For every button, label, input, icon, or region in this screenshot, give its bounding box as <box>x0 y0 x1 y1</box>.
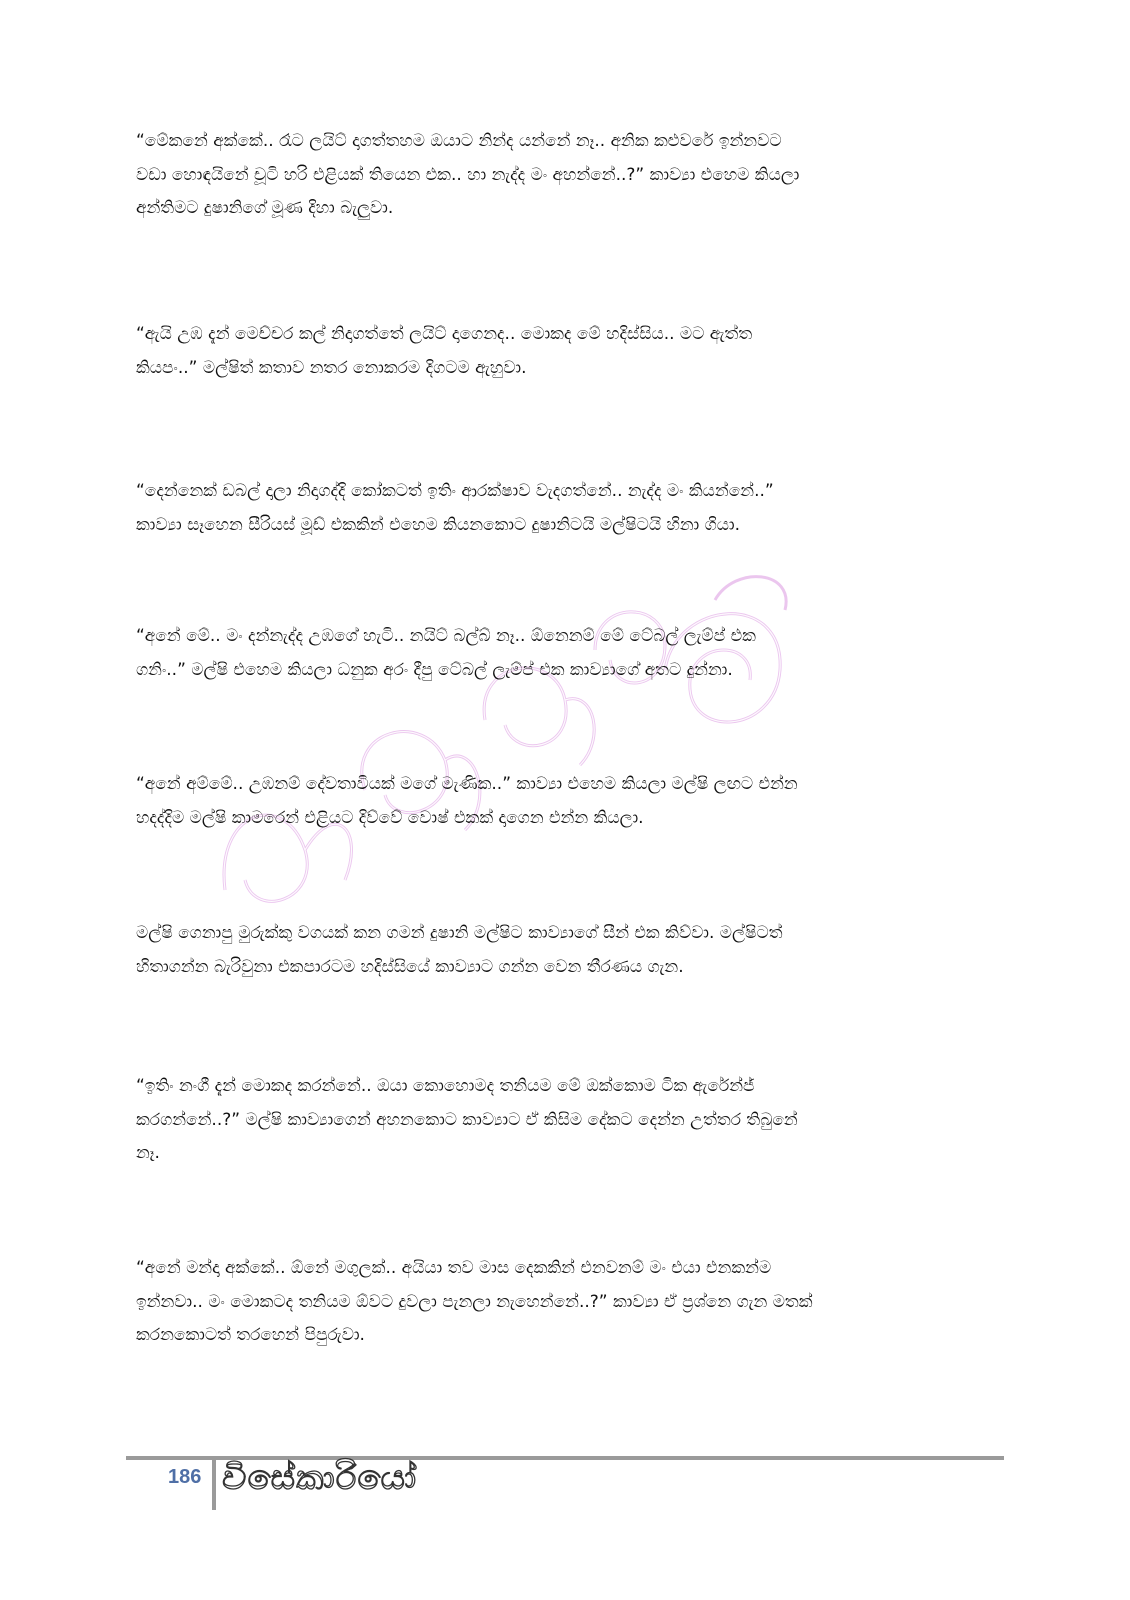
paragraph: “අනේ මන්දා අක්කේ.. ඕනේ මගුලක්.. අයියා තව මාස දෙකකින් එනවනම් මං එයා එනකන්ම ඉන්නවා.. මං මොකටද තනියම ඕවට දුවලා පැනලා නැහෙන්නේ..?” කාව්‍යා ඒ ප්‍රශ්නෙ ගැන මතක් කරනකොටත් තරහෙන් පිපුරුවා. <box>136 1258 813 1345</box>
paragraph: මල්ෂි ගෙනාපු මුරුක්කු වගයක් කන ගමන් දුෂානි මල්ෂිට කාව්‍යාගේ සීන් එක කිව්වා. මල්ෂිටත් හිතාගන්න බැරිවුනා එකපාරටම හදිස්සියේ කාව්‍යාට ගන්න වෙන තීරණය ගැන. <box>136 923 783 977</box>
paragraph: “දෙන්නෙක් ඩබල් දාලා නිදාගද්දි කෝකටත් ඉතිං ආරක්ෂාව වැදගත්නේ.. නැද්ද මං කියන්නේ..” කාව්‍යා සෑහෙන සීරියස් මූඩ් එකකින් එහෙම කියනකොට දුෂානිටයි මල්ෂිටයි හිනා ගියා. <box>136 481 774 535</box>
paragraph: “ඉතිං නංගී දැන් මොකද කරන්නේ.. ඔයා කොහොමද තනියම මේ ඔක්කොම ටික ඇරේන්ජ් කරගන්නේ..?” මල්ෂි කාව්‍යාගෙන් අහනකොට කාව්‍යාට ඒ කිසිම දේකට දෙන්න උත්තර තිබුනේ නෑ. <box>136 1076 798 1163</box>
paragraph: “අනේ අම්මේ.. උඹනම් දේවතාවියක් මගේ මැණික..” කාව්‍යා එහෙම කියලා මල්ෂි ලඟට එන්න හදද්දිම මල්ෂි කාමරෙන් එළියට දිව්වේ වොෂ් එකක් දාගෙන එන්න කියලා. <box>136 774 798 828</box>
page-number: 186 <box>168 1466 202 1488</box>
paragraph: “අනේ මේ.. මං දන්නැද්ද උඹගේ හැටි.. නයිට් බල්බ් නෑ.. ඕනෙනම් මේ ටේබල් ලැම්ප් එක ගනිං..” මල්ෂි එහෙම කියලා ධනුක අරං දීපු ටේබල් ලැම්ප් එක කාව්‍යාගේ අතට දුන්නා. <box>136 626 756 680</box>
footer-title: විසේකාරියෝ <box>222 1458 418 1498</box>
paragraph: “මේකනේ අක්කේ.. රෑට ලයිට් දාගත්තහම ඔයාට නින්ද යන්නේ නෑ.. අනික කළුවරේ ඉන්නවට වඩා හොඳයිනේ චූටි හරි එළියක් තියෙන එක.. හා නැද්ද මං අහන්නේ..?” කාව්‍යා එහෙම කියලා අන්තිමට දුෂානිගේ මූණ දිහා බැලුවා. <box>136 131 800 218</box>
paragraph: “ඇයි උඹ දැන් මෙච්චර කල් නිදාගත්තේ ලයිට් දාගෙනද.. මොකද මේ හදිස්සිය.. මට ඇත්ත කියපං..” මල්ෂිත් කතාව නතර නොකරම දිගටම ඇහුවා. <box>136 324 753 378</box>
footer-divider <box>212 1460 216 1510</box>
